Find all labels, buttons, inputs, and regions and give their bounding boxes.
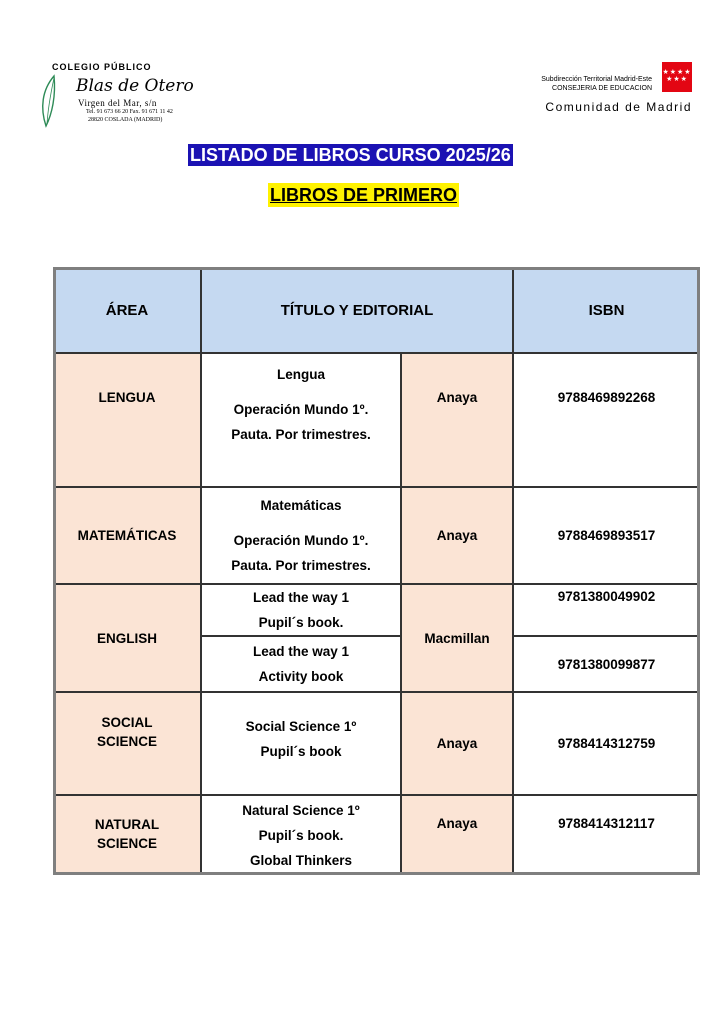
- title-line: Matemáticas: [260, 498, 342, 513]
- isbn-value: 9788414312759: [557, 736, 656, 751]
- header-area: [53, 267, 201, 353]
- table-row-area: [53, 692, 201, 795]
- isbn-value: 9788469893517: [557, 528, 656, 543]
- book-list-table: [53, 267, 700, 875]
- school-name: Blas de Otero: [76, 76, 194, 96]
- title-line: Lead the way 1: [252, 590, 350, 605]
- table-row-title: [201, 692, 401, 795]
- table-row-title: [201, 584, 401, 636]
- school-address: Virgen del Mar, s/n: [78, 98, 157, 108]
- table-row-area: [53, 353, 201, 487]
- title-line: Natural Science 1º: [242, 802, 360, 818]
- table-row-publisher: [401, 692, 513, 795]
- page-subtitle: LIBROS DE PRIMERO: [270, 185, 458, 205]
- area-label: SCIENCE: [96, 836, 157, 851]
- table-row-isbn: [513, 353, 700, 487]
- table-row-publisher: [401, 795, 513, 875]
- table-row-isbn: [513, 636, 700, 692]
- title-line: Operación Mundo 1º.: [233, 402, 369, 417]
- table-row-publisher: [401, 487, 513, 584]
- header-title-label: TÍTULO Y EDITORIAL: [280, 301, 434, 319]
- table-row-title: [201, 795, 401, 875]
- region-subdirection: Subdirección Territorial Madrid-Este: [541, 76, 652, 83]
- table-row-area: [53, 584, 201, 692]
- publisher-label: Anaya: [436, 816, 478, 831]
- title-line: Activity book: [258, 669, 344, 684]
- title-line: Pupil´s book.: [258, 827, 344, 843]
- isbn-value: 9781380049902: [557, 589, 656, 604]
- area-label: MATEMÁTICAS: [77, 528, 177, 543]
- publisher-label: Anaya: [436, 528, 478, 543]
- title-line: Global Thinkers: [249, 852, 353, 868]
- publisher-label: Anaya: [436, 736, 478, 751]
- title-line: Operación Mundo 1º.: [233, 533, 369, 548]
- header-isbn-label: ISBN: [588, 301, 625, 319]
- header-title: [201, 267, 513, 353]
- table-row-isbn: [513, 584, 700, 636]
- area-label: NATURAL: [94, 817, 160, 832]
- table-row-title: [201, 353, 401, 487]
- table-row-area: [53, 487, 201, 584]
- isbn-value: 9788414312117: [558, 816, 655, 831]
- table-row-isbn: [513, 487, 700, 584]
- region-department: CONSEJERIA DE EDUCACION: [552, 85, 652, 92]
- title-line: Pupil´s book: [260, 744, 342, 759]
- isbn-value: 9781380099877: [557, 656, 656, 672]
- area-label: SCIENCE: [96, 734, 157, 749]
- area-label: ENGLISH: [96, 630, 157, 646]
- isbn-value: 9788469892268: [557, 390, 656, 405]
- area-label: LENGUA: [98, 390, 156, 405]
- region-name: Comunidad de Madrid: [545, 100, 692, 114]
- table-row-isbn: [513, 795, 700, 875]
- title-line: Lead the way 1: [252, 644, 350, 659]
- table-row-title: [201, 487, 401, 584]
- madrid-flag-icon: ★★★★ ★★★: [662, 62, 692, 92]
- school-logo: [38, 62, 198, 132]
- title-line: Pauta. Por trimestres.: [231, 427, 371, 442]
- publisher-label: Macmillan: [424, 630, 490, 646]
- publisher-label: Anaya: [436, 390, 478, 405]
- header-area-label: ÁREA: [105, 301, 149, 319]
- title-line: Pauta. Por trimestres.: [231, 558, 371, 573]
- title-line: Lengua: [276, 367, 325, 382]
- title-line: Pupil´s book.: [258, 615, 344, 630]
- table-row-isbn: [513, 692, 700, 795]
- header-isbn: [513, 267, 700, 353]
- school-phone: Tel. 91 673 66 20 Fax. 91 671 11 42: [86, 109, 173, 115]
- page-title: LISTADO DE LIBROS CURSO 2025/26: [190, 145, 511, 165]
- table-row-title: [201, 636, 401, 692]
- school-city: 28820 COSLADA (MADRID): [88, 117, 163, 123]
- table-row-publisher: [401, 353, 513, 487]
- quill-icon: [38, 74, 68, 130]
- region-logo: [492, 62, 692, 118]
- table-row-area: [53, 795, 201, 875]
- table-row-publisher: [401, 584, 513, 692]
- title-line: Social Science 1º: [245, 719, 357, 734]
- school-type: COLEGIO PÚBLICO: [52, 62, 152, 72]
- area-label: SOCIAL: [101, 715, 153, 730]
